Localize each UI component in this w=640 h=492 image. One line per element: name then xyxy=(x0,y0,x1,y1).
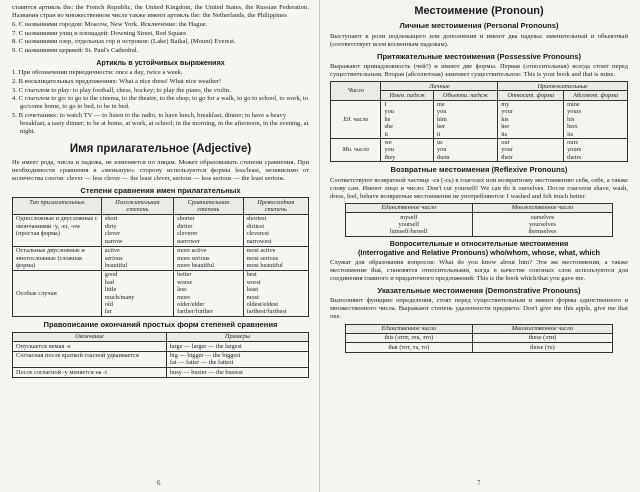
column-header: Число xyxy=(331,82,381,101)
intro-block xyxy=(12,4,309,55)
table-header-row xyxy=(345,324,612,333)
set-phrases-heading: Артикль в устойчивых выражениях xyxy=(96,57,225,67)
table-row xyxy=(345,333,612,342)
nominative-cell: we you they xyxy=(381,138,433,161)
table-header-row xyxy=(345,203,612,212)
list-item: 7. С названиями улиц и площадей: Downing Street, Red Square. xyxy=(12,29,188,37)
intro-line: ставится артикль the: the French Republic, the United Kingdom, the United States, the Russian Federation. Названия стран во множественном числе также имеют артикль the: the Netherlands, the Philippines xyxy=(12,4,309,20)
table-header-row xyxy=(331,82,628,91)
table-row xyxy=(13,270,309,317)
column-header: Превосходная степень xyxy=(243,198,308,215)
number-cell: Ед. число xyxy=(331,100,381,138)
absolute-cell: ours yours theirs xyxy=(564,138,628,161)
list-item: 9. С названиями церквей: St. Paul's Cathedral. xyxy=(12,46,139,54)
relative-cell: my your his her its xyxy=(498,100,564,138)
possessive-paragraph: Выражают принадлежность (чей?) и имеют две формы. Первая (относительная) всегда стоит перед существительным. Вторая (абсолютная) заменяет существительное: This is your book and that is mine. xyxy=(330,62,628,78)
list-item: 5. В сочетаниях: to watch TV — to listen to the radio, to have lunch, breakfast, dinner; to have a heavy breakfast, a tasty dinner; to be at home, at work, at school; in the morning, in the afternoon, in the evening, at night. xyxy=(12,111,309,135)
positive-cell: active serious beautiful xyxy=(101,246,173,270)
positive-cell: good bad little much/many old far xyxy=(101,270,173,317)
list-item: 3. С глаголом to play: to play football, chess, hockey; to play the piano, the violin. xyxy=(12,86,231,94)
column-header: Притяжательные xyxy=(498,82,628,91)
page-number: 7 xyxy=(477,479,481,488)
degrees-table xyxy=(12,197,309,317)
degrees-heading: Степени сравнения имен прилагательных xyxy=(80,185,241,195)
objective-cell: me you him her it xyxy=(433,100,497,138)
table-row xyxy=(13,246,309,270)
example-cell: large — larger — the largest xyxy=(166,342,308,351)
reflexive-table xyxy=(345,203,613,238)
type-cell: Особые случаи xyxy=(13,270,102,317)
demonstrative-table xyxy=(345,324,613,353)
column-header: Объекти. падеж xyxy=(433,91,497,100)
personal-heading: Личные местоимения (Personal Pronouns) xyxy=(399,21,559,31)
reflexive-paragraph: Соответствуют возвратной частице -ся (-сь) в глаголах или возвратному местоимению себя, себе, а также слову сам. Имеют лицо и число: Don't cut yourself! We can do it ourselves. После глаголов shave, wash, dress, feel, behave возвратные местоимения не употребляются: I washed and felt much better. xyxy=(330,176,628,200)
type-cell: Остальные двусложные и многосложные (сложная форма) xyxy=(13,246,102,270)
column-header: Окончание xyxy=(13,332,167,341)
singular-cell: this (этот, эта, это) xyxy=(345,333,472,342)
column-header: Относит. форма xyxy=(498,91,564,100)
singular-cell: myself yourself himself/herself xyxy=(345,213,472,237)
column-header: Личные xyxy=(381,82,498,91)
column-header: Тип прилагательных xyxy=(13,198,102,215)
adjective-paragraph: Не имеет рода, числа и падежа, не изменяется по лицам. Может образовывать степени сравнения. При необходимости сравнения в «меньшую» сторону используются формы less/least, независимо от количества слогов: clever — less clever — the least clever, serious — less serious — the least serious. xyxy=(12,158,309,182)
list-item: 8. С названиями озер, отдельных гор и островов: (Lake) Baikal, (Mount) Everest. xyxy=(12,38,236,46)
table-row xyxy=(13,368,309,377)
list-item: 4. С глаголом to go: to go to the cinema, to the theatre, to the shop; to go for a walk, to go to school, to work, to go/come home, to go to bed, to be in bed. xyxy=(12,95,309,111)
adjective-heading: Имя прилагательное (Adjective) xyxy=(69,142,252,155)
interrogative-paragraph: Служат для образования вопросов: What do you know about him? Эти же местоимения, а также местоимение that, становятся относительными, когда в качестве союзных слов используются для соединения главного и придаточного предложений: This is the book which/that you gave me. xyxy=(330,259,628,283)
table-row xyxy=(13,351,309,368)
table-header-row xyxy=(13,198,309,215)
relative-cell: our your their xyxy=(498,138,564,161)
rule-cell: Опускается немая -е xyxy=(13,342,167,351)
superlative-cell: best worst least most oldest/eldest farthest/furthest xyxy=(243,270,308,317)
superlative-cell: most active most serious most beautiful xyxy=(243,246,308,270)
personal-paragraph: Выступают в роли подлежащего или дополнения и имеют два падежа: именительный и объектный (соответствует всем косвенным падежам). xyxy=(330,32,628,48)
objective-cell: us you them xyxy=(433,138,497,161)
column-header: Положительная степень xyxy=(101,198,173,215)
table-row xyxy=(331,100,628,138)
comparative-cell: more active more serious more beautiful xyxy=(174,246,243,270)
superlative-cell: shortest dirtiest cleverest narrowest xyxy=(243,214,308,246)
example-cell: big — bigger — the biggest fat — fatter — the fattest xyxy=(166,351,308,368)
possessive-heading: Притяжательные местоимения (Possessive Pronouns) xyxy=(377,51,581,61)
example-cell: busy — busier — the busiest xyxy=(166,368,308,377)
pronoun-table xyxy=(330,81,628,162)
table-header-row xyxy=(13,332,309,341)
table-row xyxy=(13,342,309,351)
column-header: Единственное число xyxy=(345,203,472,212)
singular-cell: that (тот, та, то) xyxy=(345,343,472,352)
rule-cell: После согласной -у меняется на -i xyxy=(13,368,167,377)
demonstrative-heading: Указательные местоимения (Demonstrative Pronouns) xyxy=(377,286,581,296)
column-header: Множественное число xyxy=(472,324,612,333)
page-number: 6 xyxy=(157,479,161,488)
type-cell: Односложные и двусложные с окончаниями -у, -er, -ow (простая форма) xyxy=(13,214,102,246)
column-header: Имен. падеж xyxy=(381,91,433,100)
number-cell: Мн. число xyxy=(331,138,381,161)
spelling-table xyxy=(12,332,309,378)
plural-cell: those (те) xyxy=(472,343,612,352)
intro-list xyxy=(12,21,309,55)
column-header: Единственное число xyxy=(345,324,472,333)
interrogative-heading-line1: Вопросительные и относительные местоимения xyxy=(389,239,569,249)
reflexive-heading: Возвратные местоимения (Reflexive Pronouns) xyxy=(390,165,568,175)
demonstrative-paragraph: Выполняют функцию определения, стоят перед существительным и имеют формы единственного и множественного числа. Выражают степень удаленности предмета: Don't give me this apple, give me that one. xyxy=(330,297,628,321)
table-row xyxy=(345,213,612,237)
spelling-heading: Правописание окончаний простых форм степеней сравнения xyxy=(43,320,278,330)
interrogative-heading xyxy=(330,240,628,257)
column-header: Примеры xyxy=(166,332,308,341)
rule-cell: Согласная после краткой гласной удваивается xyxy=(13,351,167,368)
set-phrases-list xyxy=(12,69,309,135)
column-header: Множественное число xyxy=(472,203,612,212)
positive-cell: short dirty clever narrow xyxy=(101,214,173,246)
list-item: 6. С названиями городов: Moscow, New York. Исключение: the Hague. xyxy=(12,21,208,29)
list-item: 2. В восклицательных предложениях: What a nice dress! What nice weather! xyxy=(12,78,222,85)
column-header: Абсолют. форма xyxy=(564,91,628,100)
interrogative-heading-line2: (Interrogative and Relative Pronouns) who/whom, whose, what, which xyxy=(357,247,601,257)
plural-cell: ourselves yourselves themselves xyxy=(472,213,612,237)
plural-cell: these (эти) xyxy=(472,333,612,342)
comparative-cell: shorter dirtier cleverer narrower xyxy=(174,214,243,246)
right-page xyxy=(320,0,640,492)
pronoun-heading: Местоимение (Pronoun) xyxy=(414,5,544,17)
table-row xyxy=(331,138,628,161)
column-header: Сравнительная степень xyxy=(174,198,243,215)
table-row xyxy=(345,343,612,352)
table-row xyxy=(13,214,309,246)
nominative-cell: I you he she it xyxy=(381,100,433,138)
list-item: 1. При обозначении периодичности: once a day, twice a week. xyxy=(12,69,183,77)
absolute-cell: mine yours his hers its xyxy=(564,100,628,138)
comparative-cell: better worse less more older/elder farther/further xyxy=(174,270,243,317)
